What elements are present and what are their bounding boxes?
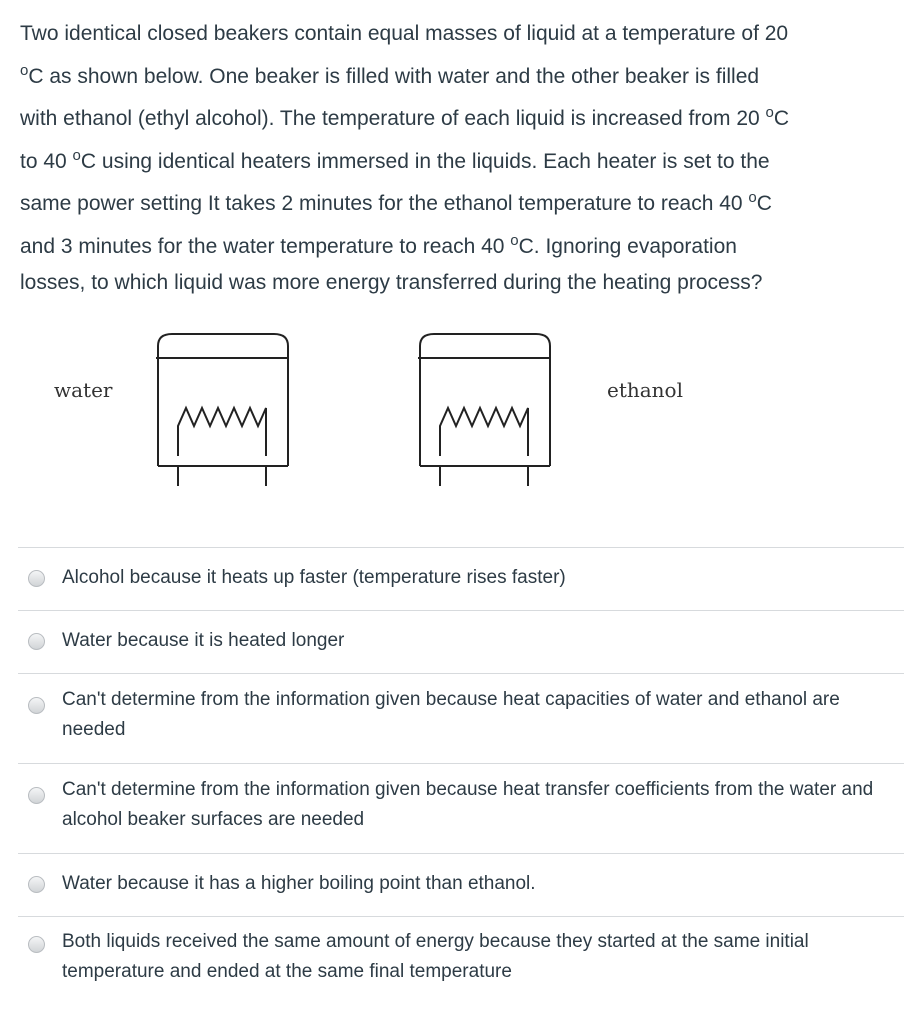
question-line: losses, to which liquid was more energy transferred during the heating process? xyxy=(20,271,763,294)
radio-button[interactable] xyxy=(28,787,45,804)
answer-option[interactable] xyxy=(18,547,904,610)
answer-label: Water because it has a higher boiling point than ethanol. xyxy=(62,873,536,894)
answer-option[interactable] xyxy=(18,673,904,763)
question-line: with ethanol (ethyl alcohol). The temperature of each liquid is increased from 20 $^o$C xyxy=(20,104,790,130)
answer-option[interactable] xyxy=(18,916,904,1007)
answer-option[interactable] xyxy=(18,610,904,673)
ethanol-beaker-icon xyxy=(412,328,557,488)
answer-option[interactable] xyxy=(18,853,904,916)
water-label: water xyxy=(54,378,113,402)
answer-option[interactable] xyxy=(18,763,904,853)
radio-button[interactable] xyxy=(28,697,45,714)
radio-button[interactable] xyxy=(28,633,45,650)
degree-symbol: o xyxy=(72,146,81,164)
radio-button[interactable] xyxy=(28,936,45,953)
answer-list xyxy=(18,547,904,1007)
degree-symbol: o xyxy=(20,61,29,79)
answer-label: Both liquids received the same amount of energy because they started at the same initial temperature and ended at the same final temperature xyxy=(62,931,809,982)
beakers-figure xyxy=(0,318,918,498)
degree-symbol: o xyxy=(765,104,774,121)
water-beaker-icon xyxy=(150,328,295,488)
question-line: and 3 minutes for the water temperature to reach 40 $^o$C. Ignoring evaporation xyxy=(20,231,737,258)
degree-symbol: o xyxy=(748,189,757,206)
degree-symbol: o xyxy=(510,231,519,249)
answer-label: Can't determine from the information given because heat transfer coefficients from the water and alcohol beaker surfaces are needed xyxy=(62,779,874,830)
answer-label: Alcohol because it heats up faster (temperature rises faster) xyxy=(62,567,566,588)
question-text xyxy=(20,16,905,302)
radio-button[interactable] xyxy=(28,570,45,587)
answer-label: Water because it is heated longer xyxy=(62,630,345,651)
question-line: same power setting It takes 2 minutes for the ethanol temperature to reach 40 $^o$C xyxy=(20,189,772,215)
question-line: Two identical closed beakers contain equal masses of liquid at a temperature of 20 xyxy=(20,22,789,45)
answer-label: Can't determine from the information given because heat capacities of water and ethanol are needed xyxy=(62,689,840,740)
question-line: $^o$C as shown below. One beaker is filled with water and the other beaker is filled xyxy=(20,61,760,88)
question-line: to 40 $^o$C using identical heaters immersed in the liquids. Each heater is set to the xyxy=(20,146,770,173)
radio-button[interactable] xyxy=(28,876,45,893)
ethanol-label: ethanol xyxy=(607,378,683,402)
